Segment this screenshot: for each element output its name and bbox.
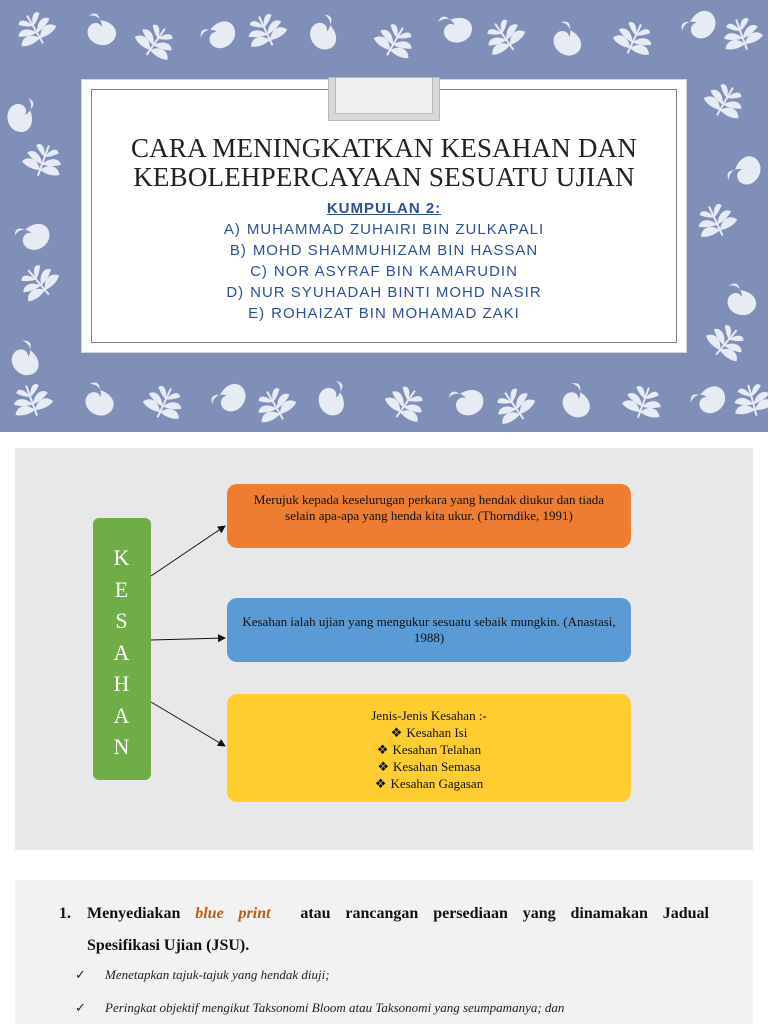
definition-anastasi-box bbox=[227, 598, 631, 662]
kesahan-types-title: Jenis-Jenis Kesahan :- bbox=[371, 708, 487, 723]
check-icon: ✓ bbox=[75, 1000, 86, 1015]
definition-thorndike-text: Merujuk kepada keselurugan perkara yang hendak diukur dan tiada selain apa-apa yang henda kita ukur. (Thorndike, 1991) bbox=[253, 492, 605, 523]
member-d: D) NUR SYUHADAH BINTI MOHD NASIR bbox=[226, 284, 542, 301]
kesahan-type-item: ❖ Kesahan Telahan bbox=[376, 742, 482, 757]
diamond-bullet-icon: ❖ bbox=[376, 742, 389, 757]
title-card bbox=[82, 80, 686, 352]
point-number: 1. bbox=[59, 905, 71, 922]
kesahan-vertical-bar bbox=[93, 518, 151, 780]
member-e: E) ROHAIZAT BIN MOHAMAD ZAKI bbox=[248, 305, 520, 322]
member-c: C) NOR ASYRAF BIN KAMARUDIN bbox=[250, 263, 518, 280]
kesahan-slide bbox=[15, 448, 753, 850]
title-card-tab bbox=[328, 77, 440, 121]
member-b: B) MOHD SHAMMUHIZAM BIN HASSAN bbox=[229, 242, 539, 259]
diamond-bullet-icon: ❖ bbox=[374, 776, 387, 791]
kesahan-letter: E bbox=[114, 576, 130, 602]
slide-title bbox=[82, 134, 686, 192]
group-list bbox=[82, 199, 686, 324]
kesahan-types-box bbox=[227, 694, 631, 802]
kesahan-type-item: ❖ Kesahan Isi bbox=[390, 725, 468, 740]
diamond-bullet-icon: ❖ bbox=[377, 759, 389, 774]
arrow-to-types bbox=[151, 702, 225, 746]
blue-print-highlight: blue print bbox=[195, 905, 271, 922]
title-line-1: CARA MENINGKATKAN KESAHAN DAN bbox=[130, 133, 638, 163]
kesahan-letters bbox=[93, 542, 151, 763]
kesahan-letter: N bbox=[113, 734, 131, 759]
point-text: Menyediakan blue print atau rancangan persediaan yang dinamakan Jadual Spesifikasi Ujian (JSU). bbox=[87, 905, 709, 954]
kesahan-letter: S bbox=[115, 608, 129, 633]
title-slide bbox=[0, 0, 768, 432]
check-icon: ✓ bbox=[75, 967, 86, 982]
kesahan-letter: A bbox=[113, 702, 131, 728]
arrow-to-definition-2 bbox=[151, 638, 225, 640]
diamond-bullet-icon: ❖ bbox=[390, 725, 403, 740]
group-label: KUMPULAN 2: bbox=[326, 200, 442, 217]
kesahan-type-item: ❖ Kesahan Gagasan bbox=[374, 776, 484, 791]
kesahan-letter: K bbox=[113, 545, 131, 570]
definition-anastasi-text: Kesahan ialah ujian yang mengukur sesuatu sebaik mungkin. (Anastasi, 1988) bbox=[242, 614, 616, 645]
arrow-to-definition-1 bbox=[151, 526, 225, 576]
kesahan-letter: H bbox=[113, 671, 131, 696]
member-a: A) MUHAMMAD ZUHAIRI BIN ZULKAPALI bbox=[223, 221, 545, 238]
jsu-slide: 1. Menyediakan blue print atau rancangan persediaan yang dinamakan Jadual Spesifikasi Ujian (JSU). ✓ Menetapkan tajuk-tajuk yang hendak diuji; ✓ Peringkat objektif mengikut Taksonomi Bloom atau Taksonomi yang seumpamanya; dan bbox=[15, 880, 753, 1024]
kesahan-types-list bbox=[239, 724, 619, 792]
title-line-2: KEBOLEHPERCAYAAN SESUATU UJIAN bbox=[133, 162, 635, 192]
definition-thorndike-box bbox=[227, 484, 631, 548]
kesahan-letter: A bbox=[113, 639, 131, 665]
kesahan-type-item: ❖ Kesahan Semasa bbox=[377, 759, 481, 774]
